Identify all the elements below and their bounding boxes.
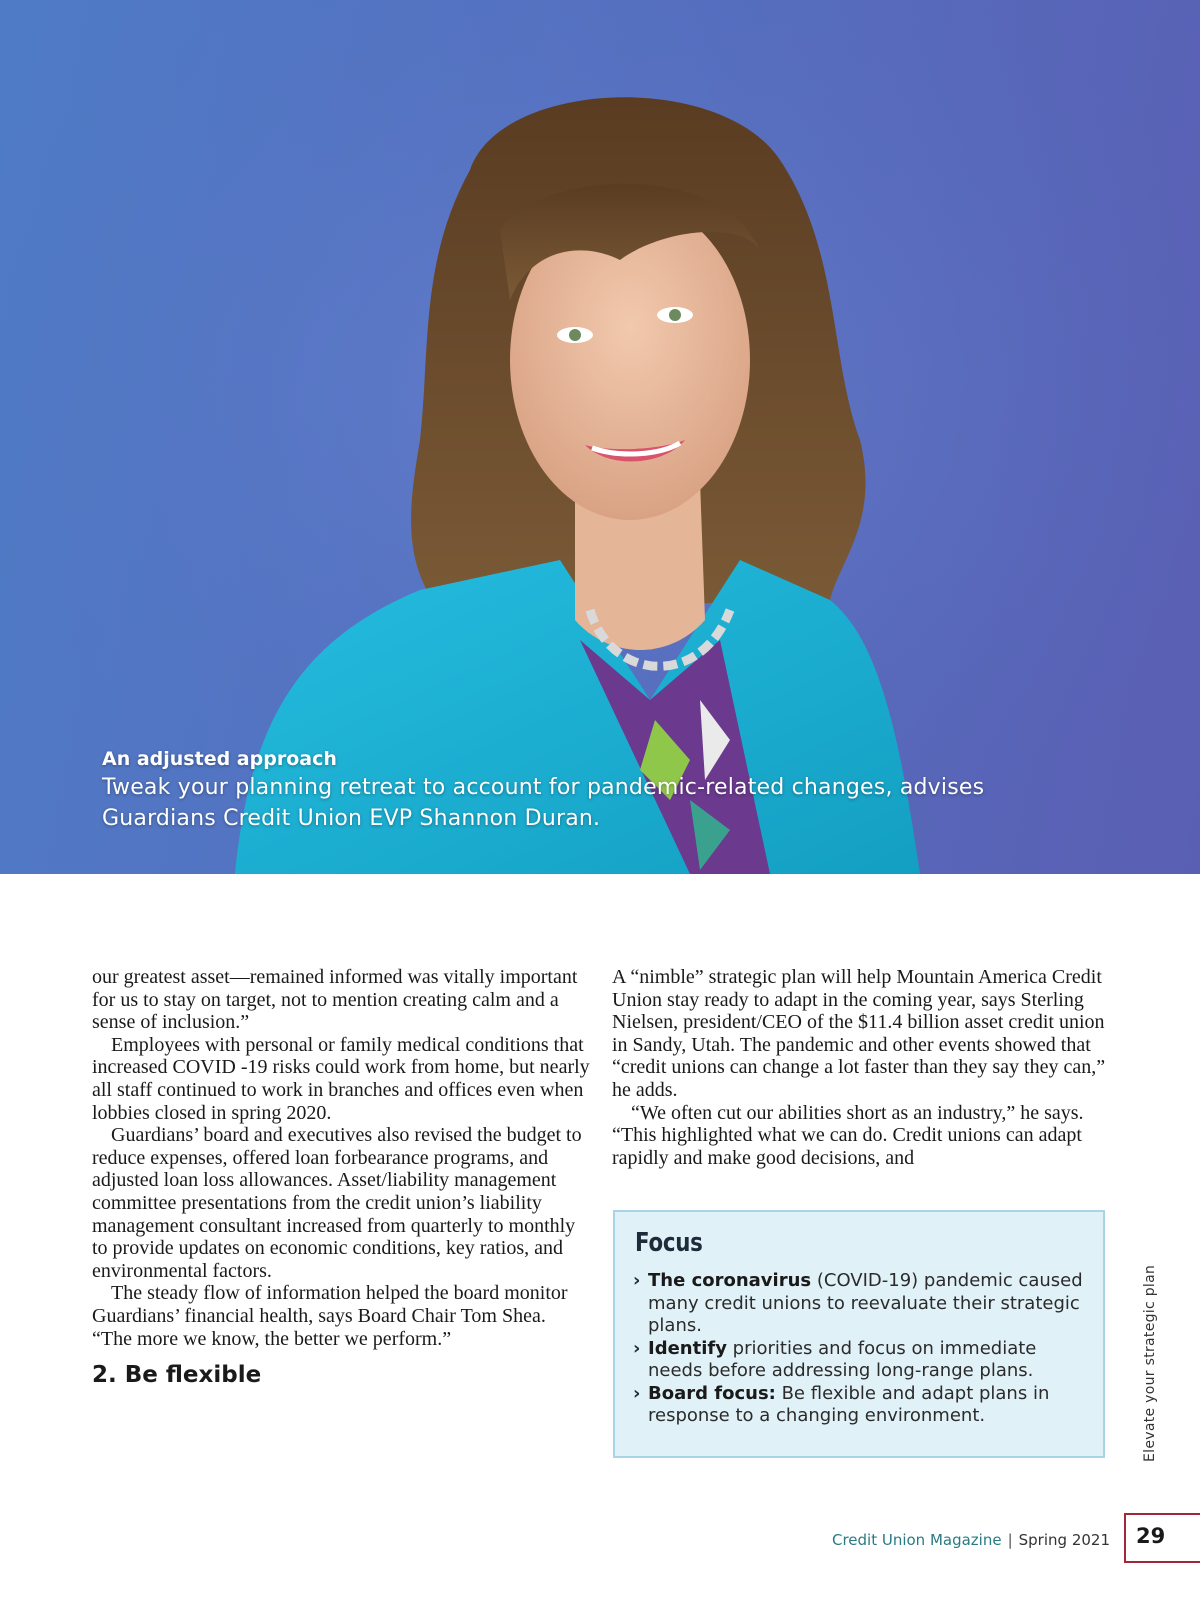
issue-date: Spring 2021 — [1018, 1531, 1110, 1549]
photo-caption — [102, 748, 1002, 834]
footer-separator: | — [1007, 1531, 1013, 1549]
side-running-head: Elevate your strategic plan — [1142, 1264, 1158, 1462]
paragraph: Employees with personal or family medical conditions that increased COVID -19 risks could work from home, but nearly all staff continued to work in branches and offices even when lobbies closed in spring 2020. — [92, 1033, 590, 1124]
paragraph: Guardians’ board and executives also revised the budget to reduce expenses, offered loan forbearance programs, and adjusted loan loss allowances. Asset/liability management committee presentations from the credit union’s liability management consultant increased from quarterly to monthly to provide updates on economic conditions, key ratios, and environmental factors. — [92, 1124, 582, 1282]
caption-text — [102, 772, 1002, 834]
paragraph: “We often cut our abilities short as an industry,” he says. “This highlighted what we can do. Credit unions can adapt rapidly and make good decisions, and — [612, 1101, 1084, 1169]
focus-sidebar-box — [613, 1210, 1105, 1458]
right-column — [612, 966, 1110, 1169]
focus-title: Focus — [635, 1228, 703, 1258]
caption-line-1: Tweak your planning retreat to account for pandemic-related changes, advises — [102, 775, 985, 800]
page-number: 29 — [1124, 1513, 1200, 1563]
chevron-right-icon: › — [633, 1270, 641, 1291]
caption-line-2: Guardians Credit Union EVP Shannon Duran. — [102, 806, 601, 831]
chevron-right-icon: › — [633, 1337, 641, 1359]
chevron-right-icon: › — [633, 1382, 641, 1404]
left-column — [92, 966, 590, 1387]
paragraph: A “nimble” strategic plan will help Mountain America Credit Union stay ready to adapt in the coming year, says Sterling Nielsen, president/CEO of the $11.4 billion asset credit union in Sandy, Utah. The pandemic and other events showed that “credit unions can change a lot faster than they say they can,” he adds. — [612, 966, 1106, 1101]
magazine-name: Credit Union Magazine — [831, 1531, 1002, 1549]
focus-item: › Identify priorities and focus on immediate needs before addressing long-range plans. — [633, 1337, 1037, 1381]
paragraph: The steady flow of information helped the board monitor Guardians’ financial health, says Board Chair Tom Shea. “The more we know, the better we perform.” — [92, 1282, 568, 1350]
section-heading: 2. Be flexible — [92, 1362, 262, 1389]
focus-item: › Board focus: Be flexible and adapt plans in response to a changing environment. — [633, 1382, 1050, 1426]
page-footer — [700, 1531, 1110, 1549]
caption-title: An adjusted approach — [102, 748, 337, 770]
focus-item: › The coronavirus (COVID-19) pandemic caused many credit unions to reevaluate their strategic plans. — [633, 1270, 1083, 1336]
paragraph: our greatest asset—remained informed was vitally important for us to stay on target, not to mention creating calm and a sense of inclusion.” — [92, 966, 578, 1034]
